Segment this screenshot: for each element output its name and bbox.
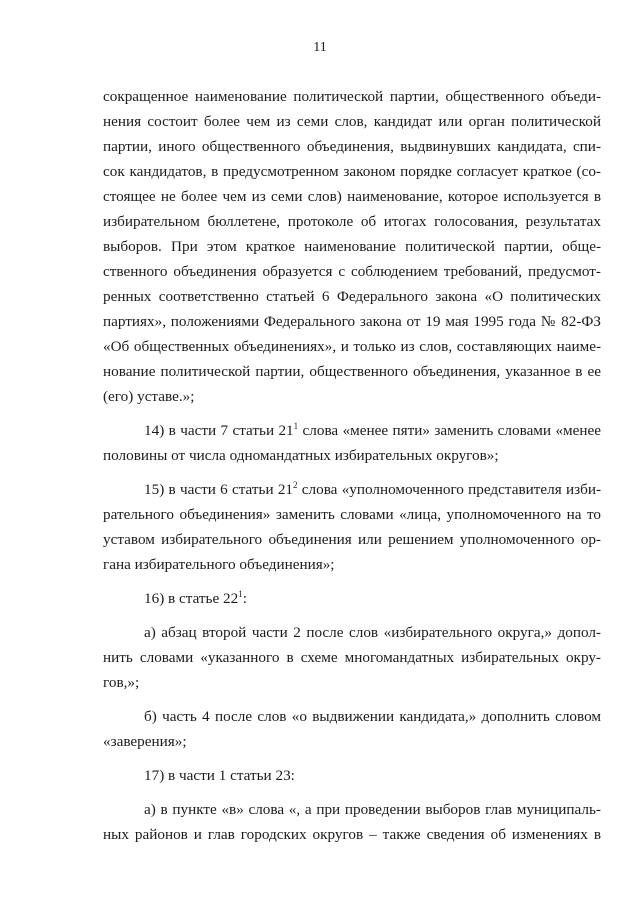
text-line: половины от числа одномандатных избирательных округов»; bbox=[103, 447, 499, 464]
text-line: партии, иного общественного объединения, выдвинувших кандидата, спи- bbox=[103, 138, 601, 155]
text-line: ственного объединения образуется с соблюдением требований, предусмот- bbox=[103, 263, 601, 280]
text-line: сок кандидатов, в предусмотренном законом порядке согласует краткое (со- bbox=[103, 163, 601, 180]
document-body bbox=[103, 84, 601, 847]
text-segment: 14) в части 7 статьи 21 bbox=[144, 422, 294, 439]
text-line: б) часть 4 после слов «о выдвижении кандидата,» дополнить словом bbox=[144, 708, 601, 725]
text-segment: 15) в части 6 статьи 21 bbox=[144, 481, 294, 498]
text-line: ренных соответственно статьей 6 Федерального закона «О политических bbox=[103, 288, 601, 305]
text-line: а) в пункте «в» слова «, а при проведении выборов глав муниципаль- bbox=[144, 801, 601, 818]
text-line-item-16 bbox=[103, 586, 601, 611]
text-line: «Об общественных объединениях», и только из слов, составляющих наиме- bbox=[103, 338, 601, 355]
text-segment: слова «менее пяти» заменить словами «менее bbox=[298, 422, 601, 439]
text-line-item-15 bbox=[103, 477, 601, 502]
text-line: нование политической партии, общественного объединения, указанное в ее bbox=[103, 363, 601, 380]
text-segment: слова «уполномоченного представителя изби- bbox=[297, 481, 602, 498]
text-line: партиях», положениями Федерального закона от 19 мая 1995 года № 82-ФЗ bbox=[103, 313, 601, 330]
text-line: нить словами «указанного в схеме многомандатных избирательных окру- bbox=[103, 649, 601, 666]
text-line: рательного объединения» заменить словами «лица, уполномоченного на то bbox=[103, 506, 601, 523]
superscript: 1 bbox=[293, 421, 299, 431]
text-line: гов,»; bbox=[103, 674, 140, 691]
text-line: сокращенное наименование политической партии, общественного объеди- bbox=[103, 88, 601, 105]
superscript: 1 bbox=[238, 589, 243, 599]
text-line-item-14 bbox=[103, 418, 601, 443]
text-line: «заверения»; bbox=[103, 733, 187, 750]
text-line: ных районов и глав городских округов – также сведения об изменениях в bbox=[103, 826, 601, 843]
text-line: избирательном бюллетене, протоколе об итогах голосования, результатах bbox=[103, 213, 601, 230]
text-line: нения состоит более чем из семи слов, кандидат или орган политической bbox=[103, 113, 601, 130]
text-line: уставом избирательного объединения или решением уполномоченного ор- bbox=[103, 531, 601, 548]
text-line: а) абзац второй части 2 после слов «избирательного округа,» допол- bbox=[144, 624, 601, 641]
text-segment: : bbox=[242, 590, 247, 607]
text-line: стоящее не более чем из семи слов) наименование, которое используется в bbox=[103, 188, 601, 205]
text-line: выборов. При этом краткое наименование политической партии, обще- bbox=[103, 238, 601, 255]
text-line: 17) в части 1 статьи 23: bbox=[144, 767, 295, 784]
text-line: (его) уставе.»; bbox=[103, 388, 195, 405]
page-number: 11 bbox=[313, 40, 327, 55]
text-line: гана избирательного объединения»; bbox=[103, 556, 335, 573]
text-segment: 16) в статье 22 bbox=[144, 590, 239, 607]
superscript: 2 bbox=[293, 480, 298, 490]
